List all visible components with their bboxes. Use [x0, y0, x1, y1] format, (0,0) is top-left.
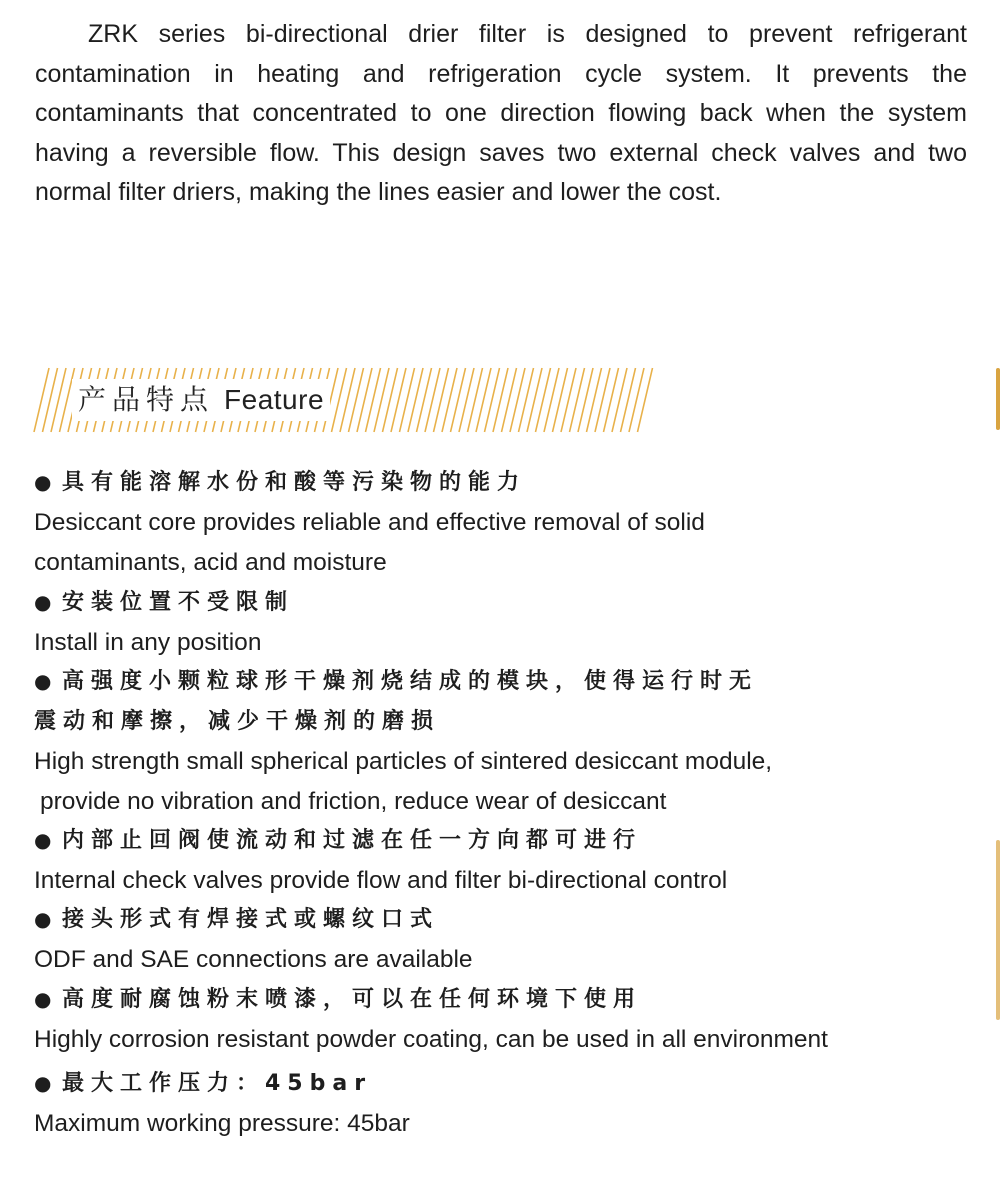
feature-1-en-1: Desiccant core provides reliable and effective removal of solid [34, 509, 705, 536]
hatch-line [349, 368, 364, 432]
edge-mark [996, 368, 1000, 430]
feature-6-en: Highly corrosion resistant powder coating, can be used in all environment [34, 1026, 828, 1053]
hatch-line [332, 368, 347, 432]
hatch-line [544, 368, 559, 432]
hatch-line [340, 368, 355, 432]
hatch-line [612, 368, 627, 432]
feature-6-cn: ● 高度耐腐蚀粉末喷漆，可以在任何环境下使用 [34, 987, 643, 1012]
hatch-line [519, 368, 534, 432]
feature-3-en-1: High strength small spherical particles of sintered desiccant module, [34, 748, 773, 775]
hatch-line [408, 368, 423, 432]
hatch-line [366, 368, 381, 432]
hatch-line [629, 368, 644, 432]
hatch-line [570, 368, 585, 432]
hatch-line [459, 368, 474, 432]
feature-4-en: Internal check valves provide flow and filter bi-directional control [34, 867, 728, 894]
feature-5-en: ODF and SAE connections are available [34, 946, 473, 973]
hatch-line [417, 368, 432, 432]
feature-3-en-2: provide no vibration and friction, reduce wear of desiccant [40, 788, 667, 815]
hatch-line [442, 368, 457, 432]
feature-4-cn: ● 内部止回阀使流动和过滤在任一方向都可进行 [34, 828, 643, 853]
bullet-icon: ● [34, 828, 52, 852]
hatch-line [391, 368, 406, 432]
feature-3-cn-1: ● 高强度小颗粒球形干燥剂烧结成的模块，使得运行时无 [34, 669, 759, 694]
hatch-line [536, 368, 551, 432]
hatch-line [425, 368, 440, 432]
hatch-line [400, 368, 415, 432]
hatch-line [578, 368, 593, 432]
hatch-line [374, 368, 389, 432]
feature-1-en-2: contaminants, acid and moisture [34, 549, 387, 576]
hatch-line [34, 368, 49, 432]
feature-5-cn: ● 接头形式有焊接式或螺纹口式 [34, 907, 440, 932]
hatch-line [527, 368, 542, 432]
hatch-line [561, 368, 576, 432]
bullet-icon: ● [34, 987, 52, 1011]
bullet-icon: ● [34, 470, 52, 494]
hatch-line [493, 368, 508, 432]
hatch-line [434, 368, 449, 432]
hatch-line [553, 368, 568, 432]
feature-1-cn: ● 具有能溶解水份和酸等污染物的能力 [34, 470, 527, 495]
bullet-icon: ● [34, 669, 52, 693]
hatch-line [43, 368, 58, 432]
hatch-line [485, 368, 500, 432]
hatch-line [587, 368, 602, 432]
hatch-line [595, 368, 610, 432]
feature-2-en: Install in any position [34, 629, 262, 656]
feature-2-cn: ● 安装位置不受限制 [34, 590, 295, 615]
hatch-line [502, 368, 517, 432]
hatch-line [604, 368, 619, 432]
edge-mark [996, 840, 1000, 1020]
intro-paragraph: ZRK series bi-directional drier filter is designed to prevent refrigerant contamination in heating and refrigeration cycle system. It prevents the contaminants that concentrated to one direction flowing back when the system having a reversible flow. This design saves two external check valves and two normal filter driers, making the lines easier and lower the cost. [35, 20, 967, 206]
feature-title-en: Feature [224, 384, 325, 415]
feature-3-cn-2: 震动和摩擦，减少干燥剂的磨损 [34, 709, 441, 734]
hatch-line [357, 368, 372, 432]
hatch-line [451, 368, 466, 432]
hatch-line [476, 368, 491, 432]
hatch-line [510, 368, 525, 432]
feature-header [30, 366, 655, 434]
hatch-line [638, 368, 653, 432]
feature-title-cn: 产品特点 [78, 383, 215, 416]
feature-7-en: Maximum working pressure: 45bar [34, 1110, 410, 1137]
hatch-line [51, 368, 66, 432]
bullet-icon: ● [34, 590, 52, 614]
feature-title [72, 379, 330, 421]
bullet-icon: ● [34, 907, 52, 931]
bullet-icon: ● [34, 1071, 52, 1095]
hatch-line [468, 368, 483, 432]
feature-7-cn: ● 最大工作压力：45bar [34, 1071, 373, 1096]
hatch-line [383, 368, 398, 432]
hatch-line [621, 368, 636, 432]
